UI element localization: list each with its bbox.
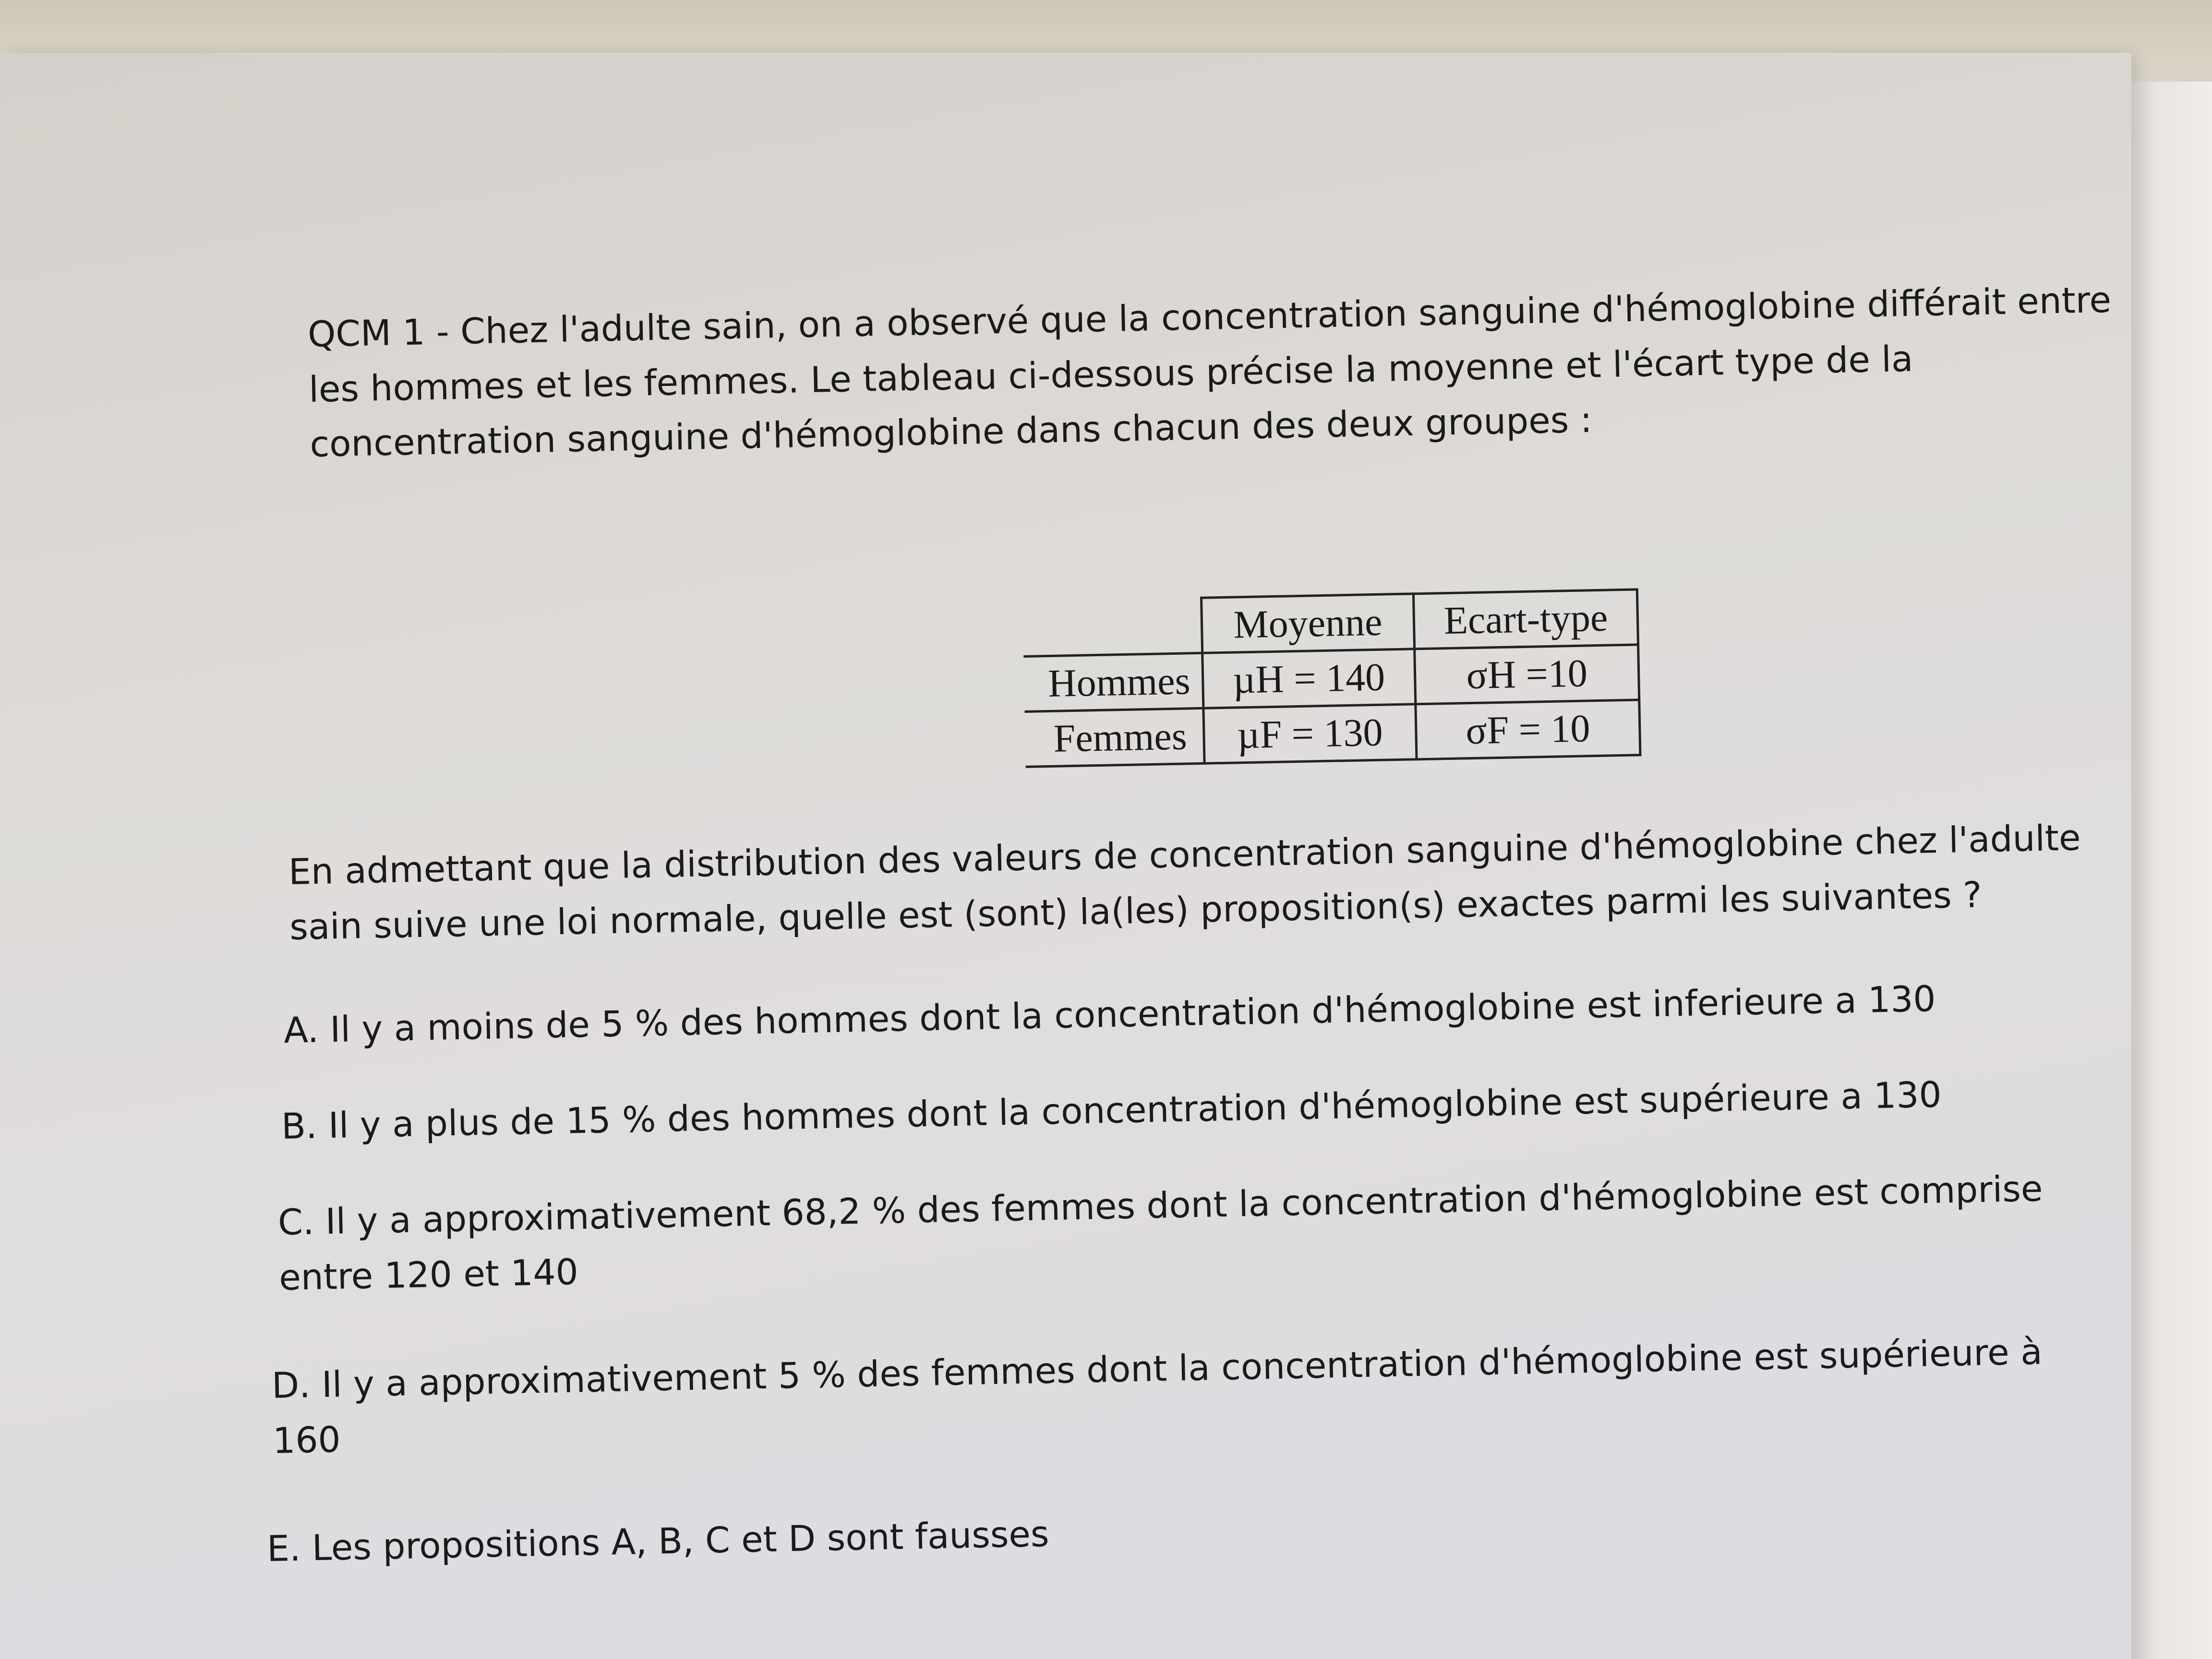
hemoglobin-stats-table: [1022, 588, 1642, 768]
row-label-women: Femmes: [1024, 708, 1204, 767]
intro-line-2: les hommes et les femmes. Le tableau ci-dessous précise la moyenne et l'écart type de la: [308, 338, 1914, 410]
women-sd: σF = 10: [1416, 700, 1641, 759]
question-line-1: En admettant que la distribution des valeurs de concentration sanguine d'hémoglobine chez l'adulte: [288, 817, 2081, 893]
paper-stack-edge: [2131, 82, 2212, 1659]
men-mean: µH = 140: [1202, 649, 1416, 708]
header-sd: Ecart-type: [1413, 589, 1638, 649]
option-d-line-2: 160: [272, 1419, 341, 1462]
table-row: [1024, 700, 1640, 767]
option-b: B. Il y a plus de 15 % des hommes dont la concentration d'hémoglobine est supérieure a 130: [281, 1074, 1942, 1147]
men-sd: σH =10: [1414, 645, 1639, 704]
option-e: E. Les propositions A, B, C et D sont fausses: [266, 1513, 1050, 1570]
question-intro: [307, 273, 2114, 472]
option-c-line-2: entre 120 et 140: [278, 1251, 579, 1298]
women-mean: µF = 130: [1203, 704, 1417, 763]
question-line-2: sain suive une loi normale, quelle est (sont) la(les) proposition(s) exactes parmi les suivantes ?: [289, 874, 1983, 948]
header-mean: Moyenne: [1202, 594, 1415, 653]
option-a: A. Il y a moins de 5 % des hommes dont la concentration d'hémoglobine est inferieure a 130: [283, 978, 1936, 1051]
option-d-line-1: D. Il y a approximativement 5 % des femmes dont la concentration d'hémoglobine est supérieure à: [271, 1331, 2043, 1407]
row-label-men: Hommes: [1023, 653, 1203, 711]
intro-line-3: concentration sanguine d'hémoglobine dans chacun des deux groupes :: [309, 399, 1593, 466]
option-c-line-1: C. Il y a approximativement 68,2 % des femmes dont la concentration d'hémoglobine est comprise: [277, 1168, 2044, 1243]
table-corner-cell: [1022, 598, 1202, 656]
intro-line-1: QCM 1 - Chez l'adulte sain, on a observé que la concentration sanguine d'hémoglobine différait entre: [307, 279, 2112, 355]
